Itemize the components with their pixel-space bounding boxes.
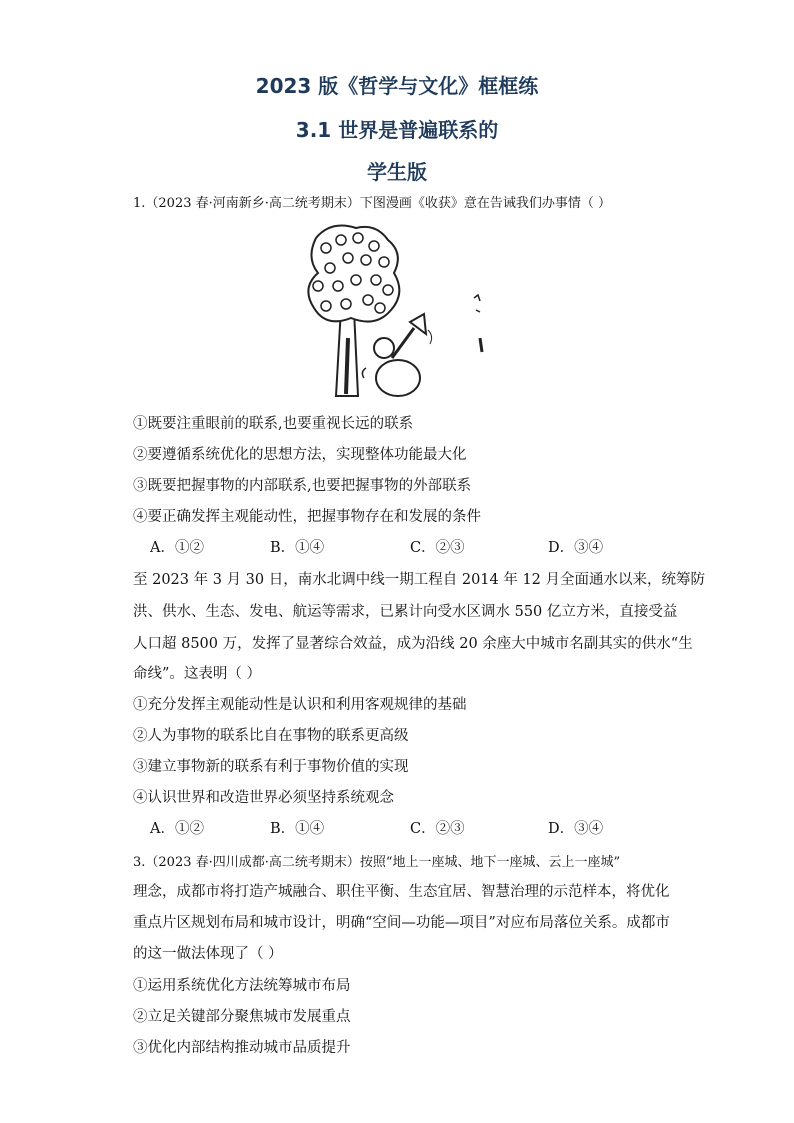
- q1-item-2: ②要遵循系统优化的思想方法，实现整体功能最大化: [133, 447, 467, 463]
- q2-option-b: B．①④: [270, 821, 325, 837]
- q2-option-a: A．①②: [150, 821, 204, 837]
- q2-option-d: D．③④: [548, 821, 604, 837]
- q1-stem: 1.（2023 春·河南新乡·高二统考期末）下图漫画《收获》意在告诫我们办事情（ ）: [133, 196, 612, 211]
- q3-item-2: ②立足关键部分聚焦城市发展重点: [133, 1009, 351, 1025]
- q1-option-d: D．③④: [548, 540, 604, 556]
- q1-option-a: A．①②: [150, 540, 204, 556]
- q2-item-3: ③建立事物新的联系有利于事物价值的实现: [133, 759, 409, 775]
- q3-item-3: ③优化内部结构推动城市品质提升: [133, 1040, 351, 1056]
- q1-item-3: ③既要把握事物的内部联系,也要把握事物的外部联系: [133, 478, 472, 494]
- q3-item-1: ①运用系统优化方法统筹城市布局: [133, 978, 351, 994]
- q2-stem-line-2: 洪、供水、生态、发电、航运等需求，已累计向受水区调水 550 亿立方米，直接受益: [133, 604, 678, 620]
- q2-item-2: ②人为事物的联系比自在事物的联系更高级: [133, 728, 409, 744]
- q2-stem-line-4: 命线”。这表明（ ）: [133, 666, 262, 682]
- edition-label: 学生版: [367, 160, 427, 184]
- document-title: 2023 版《哲学与文化》框框练: [255, 74, 539, 98]
- q2-stem-line-3: 人口超 8500 万，发挥了显著综合效益，成为沿线 20 余座大中城市名副其实的供水“生: [133, 636, 693, 652]
- q2-item-4: ④认识世界和改造世界必须坚持系统观念: [133, 790, 394, 806]
- q3-stem-line-1: 3.（2023 春·四川成都·高二统考期末）按照“地上一座城、地下一座城、云上一座城”: [133, 855, 621, 870]
- q3-stem-line-4: 的这一做法体现了（ ）: [133, 946, 283, 962]
- cartoon-harvest-illustration: [296, 218, 496, 398]
- q3-stem-line-3: 重点片区规划布局和城市设计，明确“空间—功能—项目”对应布局落位关系。成都市: [133, 915, 670, 931]
- q2-stem-line-1: 至 2023 年 3 月 30 日，南水北调中线一期工程自 2014 年 12 月全面通水以来，统筹防: [133, 572, 706, 588]
- q3-stem-line-2: 理念，成都市将打造产城融合、职住平衡、生态宜居、智慧治理的示范样本，将优化: [133, 884, 670, 900]
- q2-item-1: ①充分发挥主观能动性是认识和利用客观规律的基础: [133, 697, 467, 713]
- q1-item-1: ①既要注重眼前的联系,也要重视长远的联系: [133, 416, 414, 432]
- q1-option-c: C．②③: [410, 540, 465, 556]
- q2-option-c: C．②③: [410, 821, 465, 837]
- q1-item-4: ④要正确发挥主观能动性，把握事物存在和发展的条件: [133, 509, 481, 525]
- section-title: 3.1 世界是普遍联系的: [295, 118, 499, 142]
- q1-option-b: B．①④: [270, 540, 325, 556]
